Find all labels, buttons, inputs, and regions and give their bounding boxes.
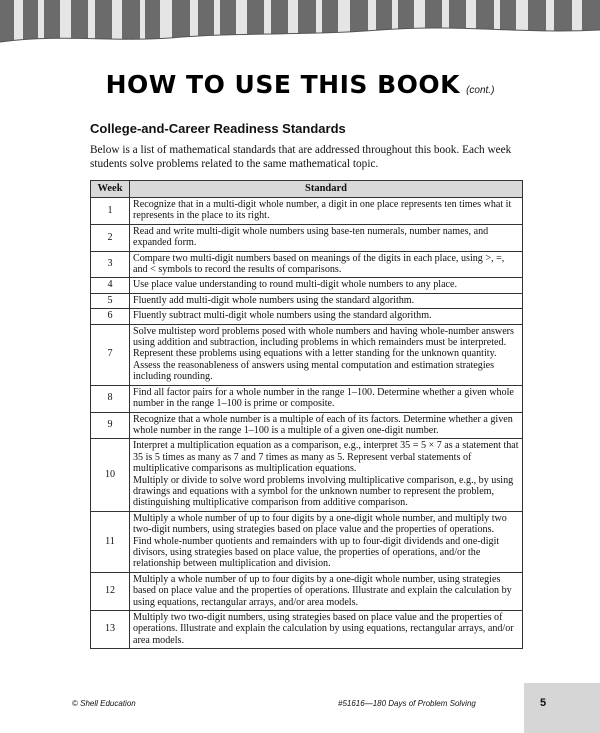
week-cell: 1 — [91, 198, 130, 225]
standard-cell — [130, 511, 523, 572]
week-cell: 8 — [91, 385, 130, 412]
intro-paragraph: Below is a list of mathematical standards that are addressed throughout this book. Each week students solve problems related to the same mathematical topic. — [90, 144, 512, 170]
footer-product: #51616—180 Days of Problem Solving — [338, 699, 476, 708]
table-row — [91, 198, 523, 225]
standard-text-second: Multiply or divide to solve word problems involving multiplicative comparison, e.g., by using drawings and equations with a symbol for the unknown number to represent the problem, distinguishing multiplicative comparison from additive comparison. — [133, 474, 514, 509]
footer-publisher: © Shell Education — [72, 699, 136, 708]
standard-cell: Read and write multi-digit whole numbers using base-ten numerals, number names, and expanded form. — [130, 224, 523, 251]
table-row — [91, 385, 523, 412]
standard-cell: Multiply two two-digit numbers, using strategies based on place value and the properties of operations. Illustrate and explain the calculation by using equations, rectangular arrays, and/or area models. — [130, 611, 523, 649]
week-cell: 4 — [91, 278, 130, 293]
standard-cell: Fluently add multi-digit whole numbers using the standard algorithm. — [130, 293, 523, 308]
table-row — [91, 572, 523, 610]
week-cell: 5 — [91, 293, 130, 308]
week-cell: 6 — [91, 309, 130, 324]
standard-cell: Multiply a whole number of up to four digits by a one-digit whole number, using strategies based on place value and the properties of operations. Illustrate and explain the calculation by using equations, rectangular arrays, and/or area models. — [130, 572, 523, 610]
table-row — [91, 309, 523, 324]
week-cell: 13 — [91, 611, 130, 649]
standard-cell: Recognize that in a multi-digit whole number, a digit in one place represents ten times what it represents in the place to its right. — [130, 198, 523, 225]
week-cell: 10 — [91, 439, 130, 511]
standard-cell: Fluently subtract multi-digit whole numbers using the standard algorithm. — [130, 309, 523, 324]
table-row — [91, 511, 523, 572]
table-row — [91, 611, 523, 649]
table-row — [91, 324, 523, 385]
week-cell: 2 — [91, 224, 130, 251]
week-cell: 12 — [91, 572, 130, 610]
page-number: 5 — [540, 697, 547, 709]
page-title — [0, 70, 600, 99]
table-row — [91, 278, 523, 293]
section-heading: College-and-Career Readiness Standards — [90, 121, 346, 136]
table-row — [91, 412, 523, 439]
week-cell: 3 — [91, 251, 130, 278]
table-row — [91, 439, 523, 511]
decorative-top-banner — [0, 0, 600, 50]
standard-cell: Compare two multi-digit numbers based on meanings of the digits in each place, using >, =, and < symbols to record the results of comparisons. — [130, 251, 523, 278]
week-cell: 9 — [91, 412, 130, 439]
table-header-row — [91, 181, 523, 198]
table-row — [91, 224, 523, 251]
page-number-tab — [524, 683, 600, 733]
week-cell: 7 — [91, 324, 130, 385]
standards-table — [90, 180, 523, 649]
page-title-main: HOW TO USE THIS BOOK — [105, 70, 461, 99]
standard-cell: Find all factor pairs for a whole number in the range 1–100. Determine whether a given whole number in the range 1–100 is prime or composite. — [130, 385, 523, 412]
standard-text: Interpret a multiplication equation as a comparison, e.g., interpret 35 = 5 × 7 as a statement that 35 is 5 times as many as 7 and 7 times as many as 5. Represent verbal statements of multiplicative comparisons as multiplication equations. — [133, 440, 519, 475]
standard-text-second: Find whole-number quotients and remainders with up to four-digit dividends and one-digit divisors, using strategies based on place value, the properties of operations, and/or the relationship between multiplication and division. — [133, 535, 500, 570]
column-header-standard: Standard — [130, 181, 523, 198]
standard-cell: Use place value understanding to round multi-digit whole numbers to any place. — [130, 278, 523, 293]
standard-cell — [130, 439, 523, 511]
page-title-suffix: (cont.) — [466, 85, 495, 96]
standard-cell: Solve multistep word problems posed with whole numbers and having whole-number answers using addition and subtraction, including problems in which remainders must be interpreted. Represent these problems using equations with a letter standing for the unknown quantity. Assess the reasonableness of answers using mental computation and estimation strategies including rounding. — [130, 324, 523, 385]
column-header-week: Week — [91, 181, 130, 198]
table-row — [91, 251, 523, 278]
table-row — [91, 293, 523, 308]
standard-text: Multiply a whole number of up to four digits by a one-digit whole number, and multiply two two-digit numbers, using strategies based on place value and the properties of operations. — [133, 512, 507, 536]
standard-cell: Recognize that a whole number is a multiple of each of its factors. Determine whether a given whole number in the range 1–100 is a multiple of a given one-digit number. — [130, 412, 523, 439]
week-cell: 11 — [91, 511, 130, 572]
